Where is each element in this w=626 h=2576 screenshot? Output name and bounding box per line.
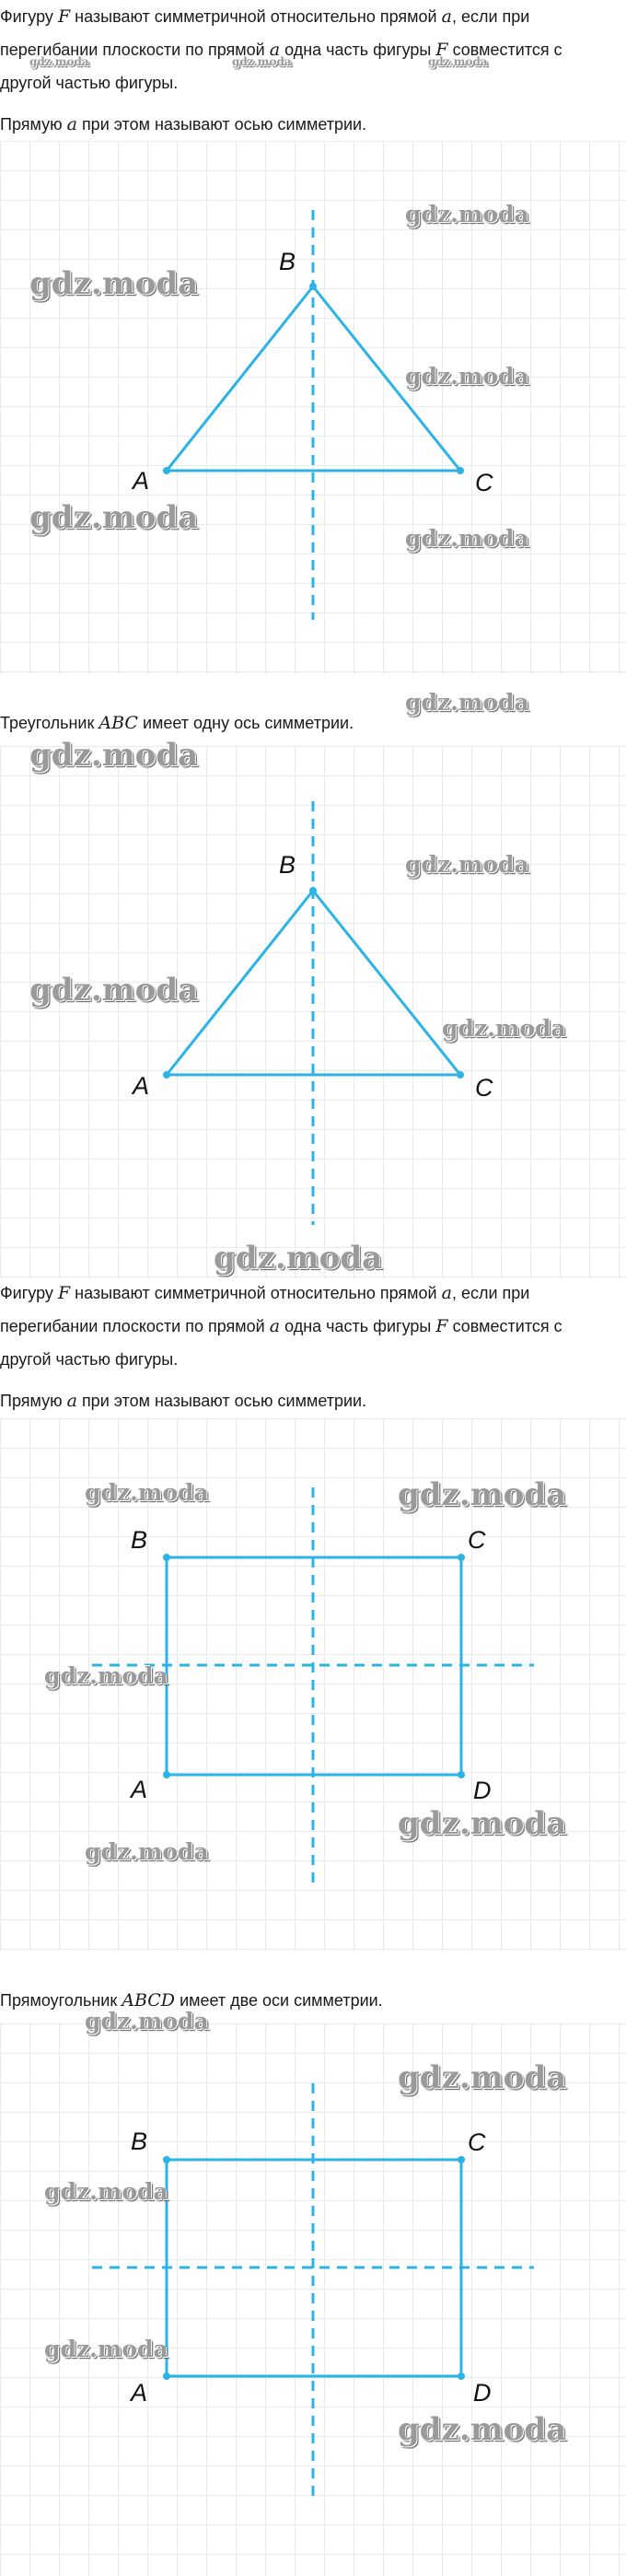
label-d: D [473, 2379, 492, 2407]
watermark: gdz.moda [405, 201, 529, 227]
watermark: gdz.moda [29, 499, 199, 536]
triangle-figure-1 [0, 141, 626, 673]
watermark: gdz.moda [85, 2008, 209, 2034]
rectangle-symmetry-statement: Прямоугольник ABCD имеет две оси симметрии. [0, 1990, 383, 2011]
watermark: gdz.moda [44, 1662, 168, 1689]
watermark: gdz.moda [44, 2336, 168, 2362]
watermark: gdz.moda [405, 851, 529, 878]
watermark: gdz.moda [398, 1476, 567, 1513]
watermark: gdz.moda [29, 972, 199, 1008]
vertex-b [309, 283, 317, 290]
label-a: A [131, 2379, 148, 2407]
vertex-a [163, 1771, 170, 1778]
watermark: gdz.moda [232, 55, 292, 68]
vertex-c [457, 467, 464, 474]
label-b: B [279, 851, 296, 879]
label-c: C [468, 1526, 486, 1554]
watermark: gdz.moda [405, 363, 529, 390]
label-c: C [475, 469, 493, 496]
watermark: gdz.moda [29, 265, 199, 302]
watermark: gdz.moda [428, 55, 488, 68]
label-a: A [131, 1776, 148, 1803]
vertex-b [163, 1554, 170, 1561]
label-c: C [468, 2128, 486, 2156]
watermark: gdz.moda [398, 2411, 567, 2448]
vertex-d [458, 2372, 465, 2380]
triangle-figure-2 [0, 746, 626, 1278]
watermark: gdz.moda [85, 1479, 209, 1506]
vertex-b [163, 2156, 170, 2163]
axis-definition: Прямую a при этом называют осью симметрии. [0, 114, 367, 134]
watermark: gdz.moda [398, 2059, 567, 2096]
vertex-c [458, 1554, 465, 1561]
label-a: A [133, 1072, 150, 1100]
label-d: D [473, 1777, 492, 1804]
watermark: gdz.moda [44, 2178, 168, 2205]
watermark: gdz.moda [405, 525, 529, 552]
watermark: gdz.moda [85, 1838, 209, 1865]
vertex-a [163, 1071, 170, 1078]
watermark: gdz.moda [442, 1015, 566, 1042]
watermark: gdz.moda [405, 689, 529, 716]
vertex-b [309, 887, 317, 894]
vertex-c [458, 2156, 465, 2163]
axis-definition-repeat: Прямую a при этом называют осью симметрии. [0, 1391, 367, 1411]
vertex-d [458, 1771, 465, 1778]
label-c: C [475, 1074, 493, 1102]
rectangle-figure-2 [0, 2023, 626, 2576]
vertex-a [163, 467, 170, 474]
vertex-a [163, 2372, 170, 2380]
label-b: B [131, 2127, 148, 2155]
triangle-symmetry-statement: Треугольник ABC имеет одну ось симметрии. [0, 713, 354, 733]
watermark: gdz.moda [398, 1805, 567, 1842]
watermark: gdz.moda [29, 737, 199, 774]
label-b: B [279, 248, 296, 275]
definition-paragraph-repeat: Фигуру F называют симметричной относительно прямой a, если при перегибании плоскости по прямой a одна часть фигуры F совместится с другой частью фигуры. [0, 1283, 562, 1369]
watermark: gdz.moda [29, 55, 89, 68]
watermark: gdz.moda [214, 1240, 383, 1276]
label-b: B [131, 1526, 148, 1554]
definition-paragraph: Фигуру F называют симметричной относительно прямой a, если при перегибании плоскости по прямой a одна часть фигуры F совместится с другой частью фигуры. [0, 6, 562, 92]
label-a: A [133, 467, 150, 495]
vertex-c [457, 1071, 464, 1078]
